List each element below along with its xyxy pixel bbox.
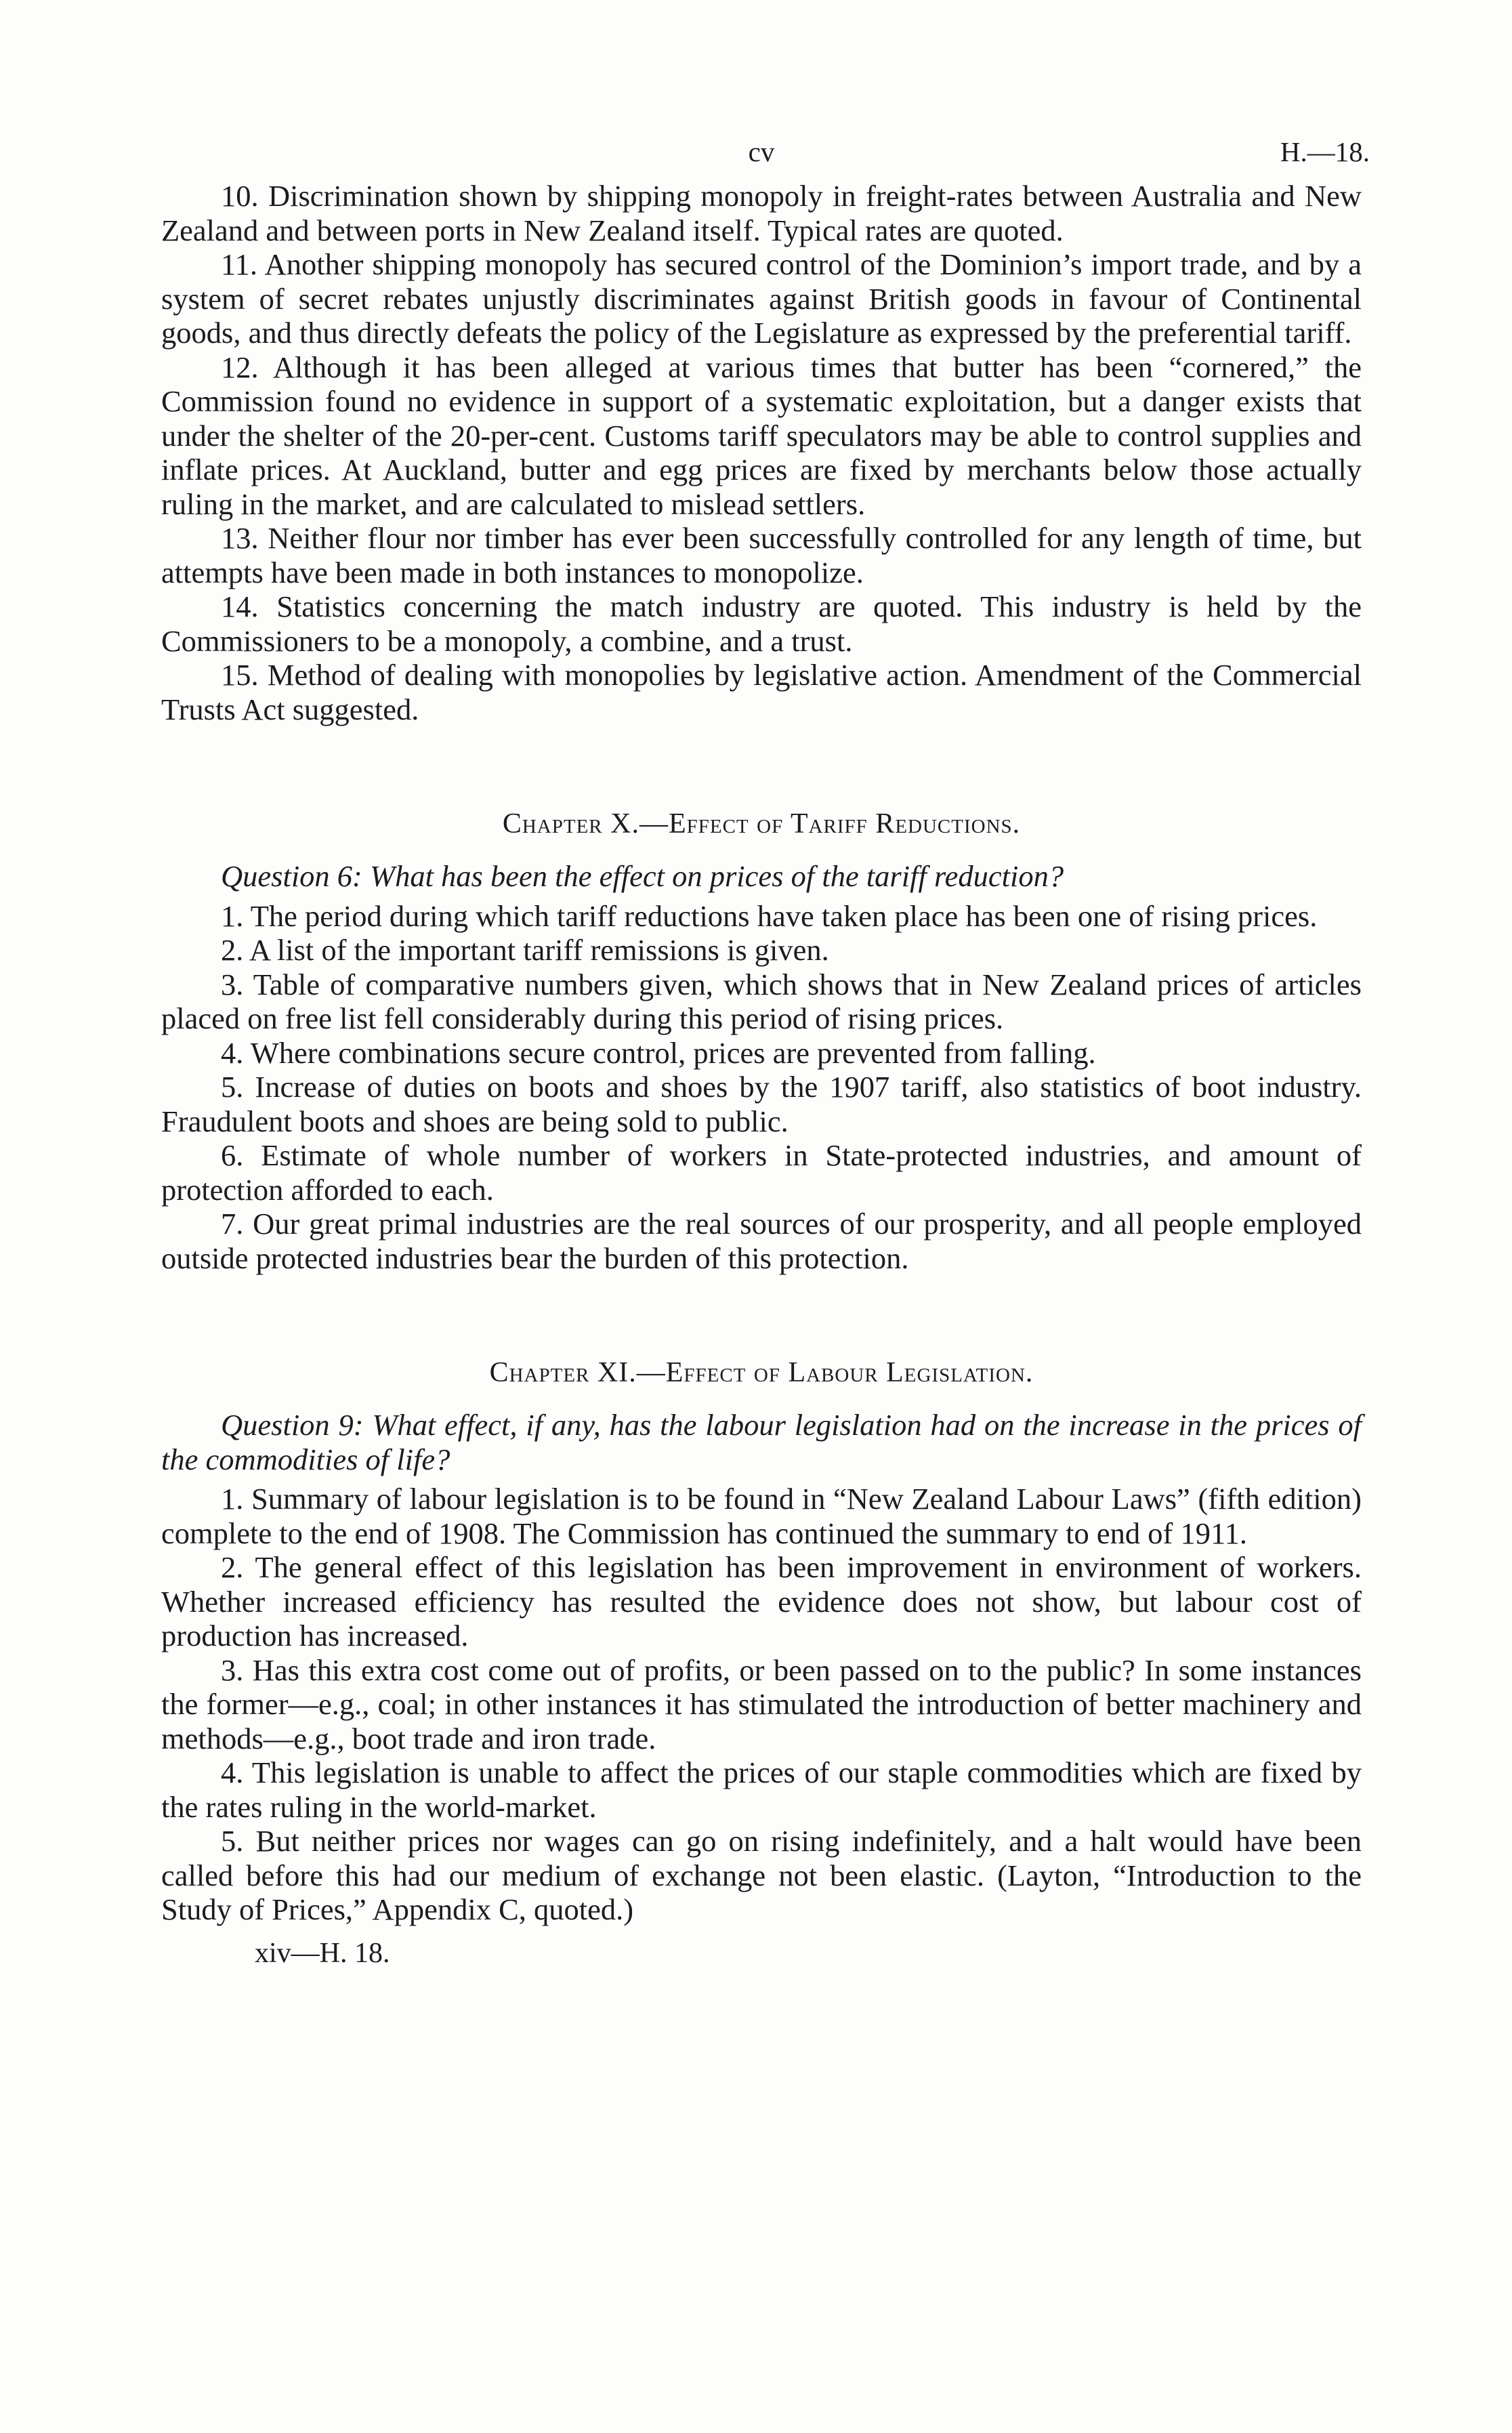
chapter-x-paragraph-2: 2. A list of the important tariff remissions is given. — [221, 933, 829, 967]
chapter-x-paragraph-1: 1. The period during which tariff reductions have taken place has been one of rising prices. — [221, 898, 1318, 933]
page-number: cv — [748, 136, 775, 167]
chapter-xi-heading: Chapter XI.—Effect of Labour Legislation. — [489, 1357, 1034, 1388]
chapter-xi-paragraph-1: 1. Summary of labour legislation is to be found in “New Zealand Labour Laws” (fifth edition) complete to the end of 1908. The Commission has continued the summary to end of 1911. — [161, 1482, 1362, 1550]
paragraph-10: 10. Discrimination shown by shipping monopoly in freight-rates between Australia and New Zealand and between ports in New Zealand itself. Typical rates are quoted. — [161, 179, 1362, 247]
chapter-x-paragraph-6: 6. Estimate of whole number of workers in State-protected industries, and amount of protection afforded to each. — [161, 1138, 1362, 1207]
paragraph-11: 11. Another shipping monopoly has secured control of the Dominion’s import trade, and by a system of secret rebates unjustly discriminates against British goods in favour of Continental goods, and thus directly defeats the policy of the Legislature as expressed by the preferential tariff. — [161, 247, 1362, 350]
chapter-x-section — [161, 808, 1362, 1275]
signature-mark: xiv—H. 18. — [255, 1937, 390, 1969]
document-page — [161, 136, 1370, 1970]
chapter-xi-paragraph-5: 5. But neither prices nor wages can go on rising indefinitely, and a halt would have been called before this had our medium of exchange not been elastic. (Layton, “Introduction to the Study of Prices,” Appendix C, quoted.) — [161, 1824, 1362, 1926]
chapter-x-paragraph-3: 3. Table of comparative numbers given, which shows that in New Zealand prices of articles placed on free list fell considerably during this period of rising prices. — [161, 967, 1362, 1035]
paragraph-15: 15. Method of dealing with monopolies by legislative action. Amendment of the Commercial Trusts Act suggested. — [161, 658, 1362, 726]
chapter-xi-paragraph-4: 4. This legislation is unable to affect the prices of our staple commodities which are fixed by the rates ruling in the world-market. — [161, 1755, 1362, 1824]
chapter-x-question: Question 6: What has been the effect on prices of the tariff reduction? — [221, 859, 1064, 893]
paragraph-14: 14. Statistics concerning the match industry are quoted. This industry is held by the Commissioners to be a monopoly, a combine, and a trust. — [161, 589, 1362, 658]
chapter-xi-section — [161, 1356, 1362, 1927]
chapter-x-paragraph-5: 5. Increase of duties on boots and shoes by the 1907 tariff, also statistics of boot industry. Fraudulent boots and shoes are being sold to public. — [161, 1070, 1362, 1138]
document-reference: H.—18. — [1280, 136, 1370, 167]
chapter-x-heading: Chapter X.—Effect of Tariff Reductions. — [502, 808, 1021, 839]
page-header — [161, 136, 1370, 179]
paragraph-13: 13. Neither flour nor timber has ever been successfully controlled for any length of time, but attempts have been made in both instances to monopolize. — [161, 521, 1362, 589]
chapter-x-paragraph-4: 4. Where combinations secure control, prices are prevented from falling. — [221, 1035, 1096, 1070]
chapter-xi-paragraph-2: 2. The general effect of this legislation has been improvement in environment of workers. Whether increased efficiency has resulted the evidence does not show, but labour cost of production has increased. — [161, 1550, 1362, 1652]
monopoly-summary-section — [161, 179, 1362, 726]
chapter-xi-question: Question 9: What effect, if any, has the labour legislation had on the increase in the prices of the commodities of life? — [161, 1408, 1362, 1476]
chapter-x-paragraph-7: 7. Our great primal industries are the real sources of our prosperity, and all people employed outside protected industries bear the burden of this protection. — [161, 1207, 1362, 1275]
paragraph-12: 12. Although it has been alleged at various times that butter has been “cornered,” the Commission found no evidence in support of a systematic exploitation, but a danger exists that under the shelter of the 20-per-cent. Customs tariff speculators may be able to control supplies and inflate prices. At Auckland, butter and egg prices are fixed by merchants below those actually ruling in the market, and are calculated to mislead settlers. — [161, 350, 1362, 521]
chapter-xi-paragraph-3: 3. Has this extra cost come out of profits, or been passed on to the public? In some instances the former—e.g., coal; in other instances it has stimulated the introduction of better machinery and methods—e.g., boot trade and iron trade. — [161, 1652, 1362, 1755]
